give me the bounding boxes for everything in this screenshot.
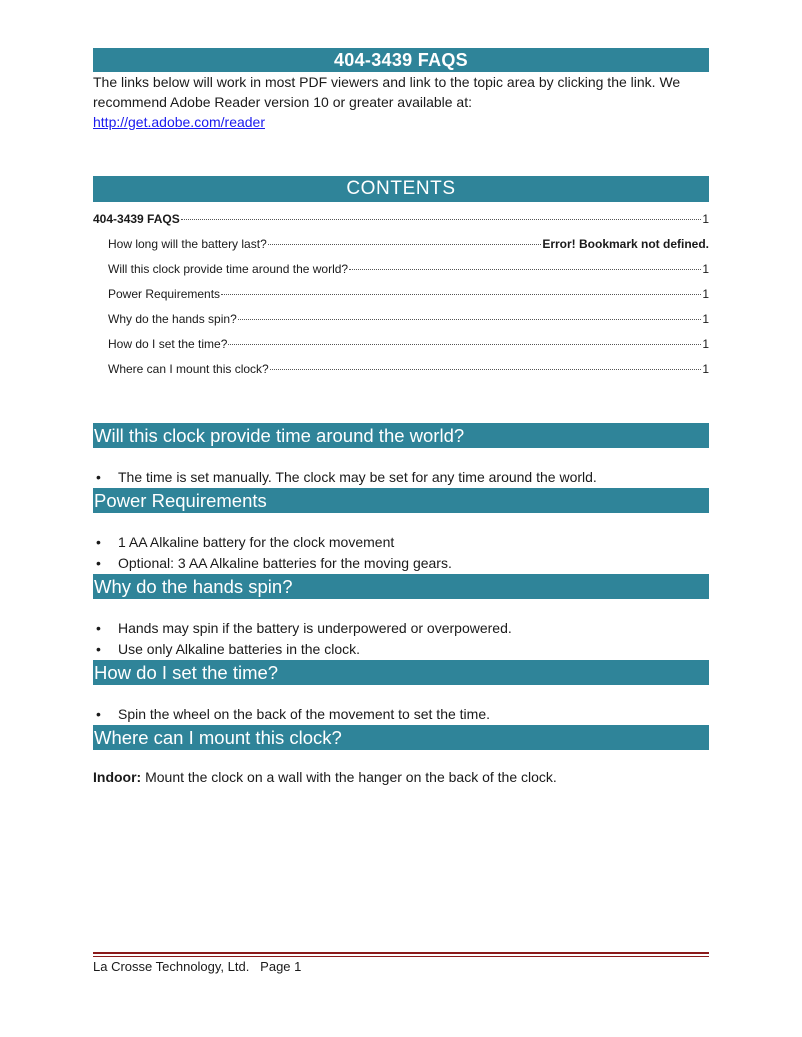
toc-entry-world[interactable]: [93, 262, 709, 287]
set-time-bullet-list: [93, 704, 709, 725]
spin-bullet-list: [93, 618, 709, 660]
toc-entry-label: How do I set the time?: [108, 337, 228, 351]
toc-entry-page: 1: [702, 287, 709, 301]
section-heading-mount: Where can I mount this clock?: [93, 725, 709, 750]
toc-entry-page: 1: [702, 212, 709, 226]
table-of-contents: [93, 212, 709, 387]
power-bullet-list: [93, 532, 709, 574]
toc-entry-power[interactable]: [93, 287, 709, 312]
toc-leader-dots: [238, 319, 702, 320]
list-item: • The time is set manually. The clock may be set for any time around the world.: [93, 467, 709, 488]
toc-entry-mount[interactable]: [93, 362, 709, 387]
toc-entry-label: Power Requirements: [108, 287, 221, 301]
section-heading-power: Power Requirements: [93, 488, 709, 513]
intro-paragraph: [93, 72, 709, 132]
footer-divider-thin: [93, 956, 709, 957]
list-item: • Optional: 3 AA Alkaline batteries for the moving gears.: [93, 553, 709, 574]
toc-leader-dots: [268, 244, 542, 245]
mount-text: Mount the clock on a wall with the hanger on the back of the clock.: [141, 769, 557, 785]
toc-entry-page-error: Error! Bookmark not defined.: [542, 237, 709, 251]
toc-leader-dots: [228, 344, 701, 345]
mount-label: Indoor:: [93, 769, 142, 785]
toc-entry-label: 404-3439 FAQS: [93, 212, 180, 226]
world-bullet-list: [93, 467, 709, 488]
toc-entry-page: 1: [702, 312, 709, 326]
toc-entry-page: 1: [702, 362, 709, 376]
toc-entry-page: 1: [702, 337, 709, 351]
toc-entry-page: 1: [702, 262, 709, 276]
toc-leader-dots: [181, 219, 702, 220]
toc-entry-label: How long will the battery last?: [108, 237, 267, 251]
toc-entry-label: Where can I mount this clock?: [108, 362, 269, 376]
toc-entry-label: Why do the hands spin?: [108, 312, 237, 326]
adobe-reader-link[interactable]: http://get.adobe.com/reader: [93, 114, 265, 130]
toc-leader-dots: [349, 269, 701, 270]
toc-leader-dots: [270, 369, 702, 370]
toc-entry-faqs[interactable]: [93, 212, 709, 237]
list-item: • Spin the wheel on the back of the movement to set the time.: [93, 704, 709, 725]
footer-divider: [93, 952, 709, 954]
section-heading-spin: Why do the hands spin?: [93, 574, 709, 599]
intro-text: The links below will work in most PDF viewers and link to the topic area by clicking the link. We recommend Adobe Reader version 10 or greater available at:: [93, 74, 681, 110]
toc-entry-battery[interactable]: [93, 237, 709, 262]
page-title: 404-3439 FAQS: [93, 48, 709, 72]
mount-paragraph: [93, 767, 709, 788]
section-heading-set-time: How do I set the time?: [93, 660, 709, 685]
list-item: • 1 AA Alkaline battery for the clock movement: [93, 532, 709, 553]
page-footer: La Crosse Technology, Ltd. Page 1: [93, 959, 302, 974]
toc-entry-spin[interactable]: [93, 312, 709, 337]
toc-leader-dots: [221, 294, 701, 295]
list-item: • Use only Alkaline batteries in the clock.: [93, 639, 709, 660]
section-heading-world: Will this clock provide time around the world?: [93, 423, 709, 448]
toc-entry-label: Will this clock provide time around the world?: [108, 262, 349, 276]
toc-entry-set-time[interactable]: [93, 337, 709, 362]
contents-heading: CONTENTS: [93, 176, 709, 202]
list-item: • Hands may spin if the battery is underpowered or overpowered.: [93, 618, 709, 639]
